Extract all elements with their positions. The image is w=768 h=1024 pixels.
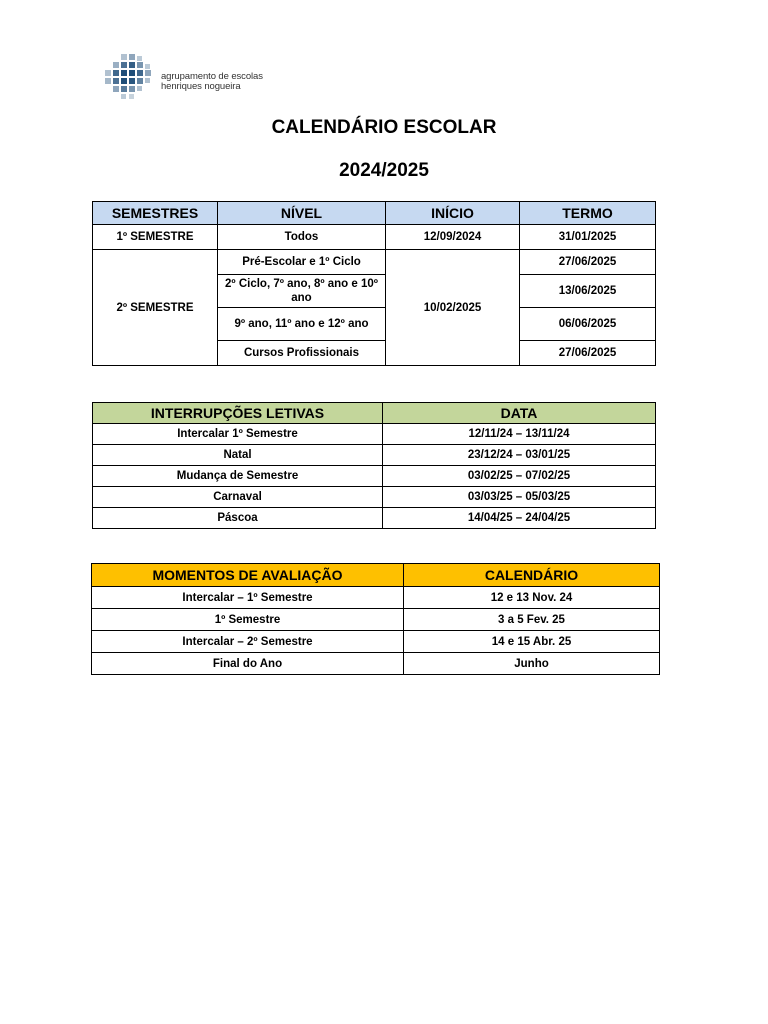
table-row: [92, 631, 660, 653]
semester-end: 13/06/2025: [520, 275, 656, 308]
semester-level: Pré-Escolar e 1º Ciclo: [218, 250, 386, 275]
semester-level: 9º ano, 11º ano e 12º ano: [218, 308, 386, 341]
table-row: [93, 424, 656, 445]
evaluation-table: [91, 563, 660, 675]
semester-name: 1º SEMESTRE: [93, 225, 218, 250]
evaluation-name: Intercalar – 2º Semestre: [92, 631, 404, 653]
table-row: [93, 508, 656, 529]
header-semesters: SEMESTRES: [93, 202, 218, 225]
page-title: CALENDÁRIO ESCOLAR: [271, 117, 497, 138]
header-start: INÍCIO: [386, 202, 520, 225]
semester-level: Todos: [218, 225, 386, 250]
evaluation-date: 14 e 15 Abr. 25: [404, 631, 660, 653]
interruption-date: 23/12/24 – 03/01/25: [383, 445, 656, 466]
table-row: [93, 250, 656, 275]
semester-end: 06/06/2025: [520, 308, 656, 341]
evaluation-name: 1º Semestre: [92, 609, 404, 631]
interruption-name: Natal: [93, 445, 383, 466]
evaluation-name: Intercalar – 1º Semestre: [92, 587, 404, 609]
header-end: TERMO: [520, 202, 656, 225]
table-row: [92, 653, 660, 675]
interruption-name: Mudança de Semestre: [93, 466, 383, 487]
school-year: 2024/2025: [339, 160, 429, 181]
interruption-name: Páscoa: [93, 508, 383, 529]
interruption-name: Intercalar 1º Semestre: [93, 424, 383, 445]
interruptions-table: [92, 402, 656, 529]
interruption-date: 14/04/25 – 24/04/25: [383, 508, 656, 529]
table-row: [93, 225, 656, 250]
table-header-row: [93, 202, 656, 225]
semester-end: 27/06/2025: [520, 250, 656, 275]
table-row: [92, 587, 660, 609]
header-date: DATA: [383, 403, 656, 424]
semester-end: 31/01/2025: [520, 225, 656, 250]
table-header-row: [92, 564, 660, 587]
semester-level: Cursos Profissionais: [218, 341, 386, 366]
header-interruptions: INTERRUPÇÕES LETIVAS: [93, 403, 383, 424]
semesters-table: [92, 201, 656, 366]
table-row: [93, 445, 656, 466]
interruption-date: 12/11/24 – 13/11/24: [383, 424, 656, 445]
table-header-row: [93, 403, 656, 424]
interruption-date: 03/03/25 – 05/03/25: [383, 487, 656, 508]
logo-line-1: agrupamento de escolas: [161, 71, 263, 82]
semester-level: 2º Ciclo, 7º ano, 8º ano e 10º ano: [218, 275, 386, 308]
semester-name: 2º SEMESTRE: [93, 250, 218, 366]
table-row: [92, 609, 660, 631]
interruption-date: 03/02/25 – 07/02/25: [383, 466, 656, 487]
table-row: [93, 466, 656, 487]
evaluation-date: Junho: [404, 653, 660, 675]
header-level: NÍVEL: [218, 202, 386, 225]
table-row: [93, 487, 656, 508]
evaluation-name: Final do Ano: [92, 653, 404, 675]
header-evaluation: MOMENTOS DE AVALIAÇÃO: [92, 564, 404, 587]
header-calendar: CALENDÁRIO: [404, 564, 660, 587]
semester-start: 10/02/2025: [386, 250, 520, 366]
interruption-name: Carnaval: [93, 487, 383, 508]
semester-start: 12/09/2024: [386, 225, 520, 250]
school-logo: [95, 46, 265, 106]
logo-grid-icon: [95, 46, 159, 106]
evaluation-date: 3 a 5 Fev. 25: [404, 609, 660, 631]
logo-text: [161, 72, 263, 92]
semester-end: 27/06/2025: [520, 341, 656, 366]
evaluation-date: 12 e 13 Nov. 24: [404, 587, 660, 609]
logo-line-2: henriques nogueira: [161, 81, 241, 92]
